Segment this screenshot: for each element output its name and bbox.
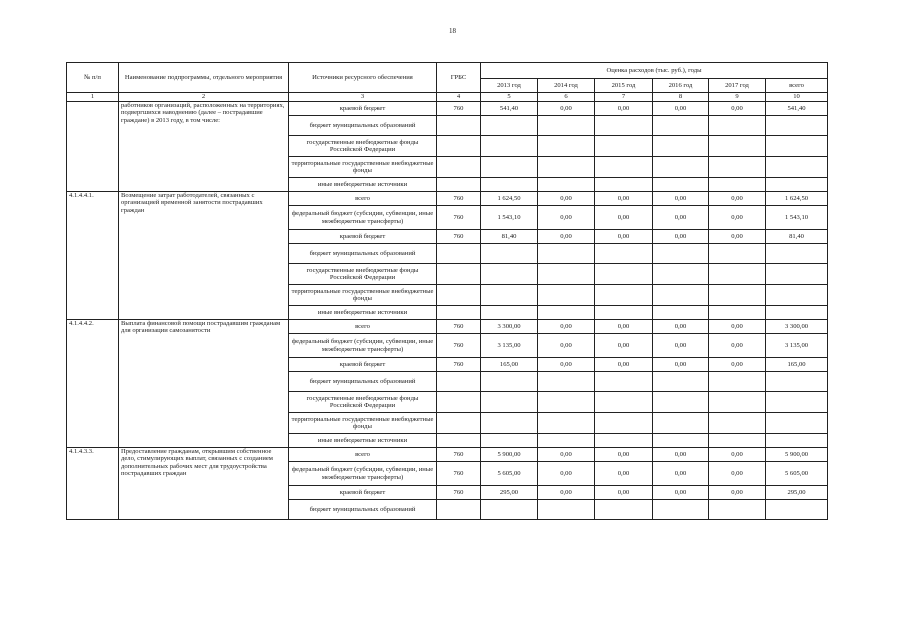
funding-source: бюджет муниципальных образований — [289, 116, 437, 136]
grbs-code: 760 — [437, 334, 481, 358]
header-year: 2014 год — [538, 79, 595, 93]
year-value — [595, 157, 653, 178]
year-value — [709, 306, 766, 320]
year-value: 0,00 — [538, 334, 595, 358]
header-year: 2016 год — [653, 79, 709, 93]
total-value: 295,00 — [766, 486, 828, 500]
year-value — [709, 500, 766, 520]
grbs-code — [437, 178, 481, 192]
year-value — [481, 392, 538, 413]
header-column-number: 4 — [437, 93, 481, 102]
activity-code — [67, 102, 119, 192]
year-value: 3 300,00 — [481, 320, 538, 334]
total-value — [766, 372, 828, 392]
year-value: 0,00 — [538, 230, 595, 244]
year-value: 0,00 — [653, 462, 709, 486]
grbs-code: 760 — [437, 448, 481, 462]
year-value — [709, 157, 766, 178]
year-value — [538, 264, 595, 285]
funding-source: бюджет муниципальных образований — [289, 244, 437, 264]
year-value — [653, 392, 709, 413]
year-value — [709, 178, 766, 192]
year-value — [538, 413, 595, 434]
year-value: 5 900,00 — [481, 448, 538, 462]
year-value: 0,00 — [653, 358, 709, 372]
year-value: 0,00 — [709, 102, 766, 116]
grbs-code — [437, 434, 481, 448]
year-value: 0,00 — [709, 334, 766, 358]
year-value — [653, 372, 709, 392]
year-value: 0,00 — [653, 206, 709, 230]
year-value — [653, 434, 709, 448]
year-value: 0,00 — [538, 462, 595, 486]
header-estimate: Оценка расходов (тыс. руб.), годы — [481, 63, 828, 79]
year-value — [595, 372, 653, 392]
header-column-number: 2 — [119, 93, 289, 102]
year-value: 81,40 — [481, 230, 538, 244]
year-value — [709, 372, 766, 392]
funding-source: территориальные государственные внебюджетные фонды — [289, 285, 437, 306]
total-value — [766, 306, 828, 320]
grbs-code: 760 — [437, 320, 481, 334]
total-value — [766, 116, 828, 136]
total-value — [766, 244, 828, 264]
funding-source: всего — [289, 448, 437, 462]
year-value: 0,00 — [538, 102, 595, 116]
year-value — [538, 244, 595, 264]
year-value: 0,00 — [653, 320, 709, 334]
grbs-code: 760 — [437, 206, 481, 230]
grbs-code: 760 — [437, 230, 481, 244]
funding-source: государственные внебюджетные фонды Российской Федерации — [289, 392, 437, 413]
funding-source: иные внебюджетные источники — [289, 434, 437, 448]
funding-source: государственные внебюджетные фонды Российской Федерации — [289, 264, 437, 285]
year-value — [653, 116, 709, 136]
funding-source: территориальные государственные внебюджетные фонды — [289, 157, 437, 178]
total-value — [766, 413, 828, 434]
budget-table — [66, 62, 828, 520]
table-row — [67, 320, 828, 334]
year-value — [653, 413, 709, 434]
grbs-code — [437, 372, 481, 392]
funding-source: краевой бюджет — [289, 102, 437, 116]
year-value — [653, 157, 709, 178]
year-value: 0,00 — [538, 206, 595, 230]
year-value: 0,00 — [595, 320, 653, 334]
year-value — [538, 306, 595, 320]
grbs-code: 760 — [437, 358, 481, 372]
year-value — [595, 306, 653, 320]
header-year: 2015 год — [595, 79, 653, 93]
year-value: 0,00 — [653, 486, 709, 500]
year-value — [709, 392, 766, 413]
year-value — [595, 413, 653, 434]
year-value: 0,00 — [538, 320, 595, 334]
year-value — [481, 116, 538, 136]
year-value — [538, 372, 595, 392]
year-value: 165,00 — [481, 358, 538, 372]
funding-source: иные внебюджетные источники — [289, 306, 437, 320]
year-value — [653, 244, 709, 264]
year-value: 0,00 — [538, 192, 595, 206]
year-value: 0,00 — [709, 206, 766, 230]
year-value — [595, 500, 653, 520]
year-value — [595, 392, 653, 413]
funding-source: территориальные государственные внебюджетные фонды — [289, 413, 437, 434]
year-value: 0,00 — [653, 102, 709, 116]
page-number: 18 — [449, 27, 456, 35]
year-value — [481, 372, 538, 392]
grbs-code — [437, 244, 481, 264]
year-value — [709, 285, 766, 306]
year-value — [595, 116, 653, 136]
year-value: 0,00 — [709, 358, 766, 372]
funding-source: федеральный бюджет (субсидии, субвенции, иные межбюджетные трансферты) — [289, 334, 437, 358]
header-column-number: 6 — [538, 93, 595, 102]
header-name: Наименование подпрограммы, отдельного мероприятия — [119, 63, 289, 93]
year-value: 0,00 — [538, 448, 595, 462]
year-value: 1 624,50 — [481, 192, 538, 206]
year-value — [481, 157, 538, 178]
year-value: 3 135,00 — [481, 334, 538, 358]
year-value — [481, 264, 538, 285]
year-value: 0,00 — [595, 206, 653, 230]
year-value — [538, 285, 595, 306]
year-value: 0,00 — [538, 486, 595, 500]
year-value: 0,00 — [595, 358, 653, 372]
table-row — [67, 192, 828, 206]
year-value — [538, 157, 595, 178]
year-value: 0,00 — [709, 192, 766, 206]
header-year: 2017 год — [709, 79, 766, 93]
year-value: 0,00 — [595, 102, 653, 116]
activity-name: Возмещение затрат работодателей, связанных с организацией временной занятости пострадавших граждан — [119, 192, 289, 320]
total-value: 165,00 — [766, 358, 828, 372]
total-value — [766, 392, 828, 413]
funding-source: краевой бюджет — [289, 358, 437, 372]
total-value — [766, 178, 828, 192]
funding-source: федеральный бюджет (субсидии, субвенции, иные межбюджетные трансферты) — [289, 462, 437, 486]
year-value — [709, 413, 766, 434]
year-value: 0,00 — [595, 462, 653, 486]
year-value: 0,00 — [653, 334, 709, 358]
year-value — [653, 136, 709, 157]
year-value: 0,00 — [709, 486, 766, 500]
funding-source: бюджет муниципальных образований — [289, 500, 437, 520]
funding-source: бюджет муниципальных образований — [289, 372, 437, 392]
year-value: 0,00 — [595, 486, 653, 500]
year-value: 0,00 — [709, 448, 766, 462]
header-column-number: 5 — [481, 93, 538, 102]
header-column-number: 9 — [709, 93, 766, 102]
activity-name: Выплата финансовой помощи пострадавшим гражданам для организации самозанятости — [119, 320, 289, 448]
funding-source: краевой бюджет — [289, 486, 437, 500]
grbs-code — [437, 264, 481, 285]
year-value — [709, 264, 766, 285]
year-value — [653, 264, 709, 285]
header-sources: Источники ресурсного обеспечения — [289, 63, 437, 93]
activity-name: Предоставление гражданам, открывшим собственное дело, стимулирующих выплат, связанных с созданием дополнительных рабочих мест для трудоустройства пострадавших граждан — [119, 448, 289, 520]
year-value — [653, 178, 709, 192]
grbs-code — [437, 136, 481, 157]
total-value: 541,40 — [766, 102, 828, 116]
year-value — [538, 178, 595, 192]
grbs-code — [437, 285, 481, 306]
year-value — [653, 500, 709, 520]
grbs-code: 760 — [437, 486, 481, 500]
table-row — [67, 102, 828, 116]
header-column-number: 7 — [595, 93, 653, 102]
grbs-code: 760 — [437, 192, 481, 206]
total-value: 81,40 — [766, 230, 828, 244]
total-value: 3 300,00 — [766, 320, 828, 334]
grbs-code: 760 — [437, 462, 481, 486]
header-column-number: 10 — [766, 93, 828, 102]
total-value — [766, 264, 828, 285]
grbs-code: 760 — [437, 102, 481, 116]
year-value: 0,00 — [595, 230, 653, 244]
header-year: 2013 год — [481, 79, 538, 93]
year-value — [538, 136, 595, 157]
activity-name: работников организаций, расположенных на территориях, подвергшихся наводнению (далее – пострадавшие граждане) в 2013 году, в том числе: — [119, 102, 289, 192]
year-value: 0,00 — [709, 320, 766, 334]
year-value — [538, 500, 595, 520]
activity-code: 4.1.4.4.2. — [67, 320, 119, 448]
funding-source: всего — [289, 320, 437, 334]
total-value: 5 605,00 — [766, 462, 828, 486]
year-value: 5 605,00 — [481, 462, 538, 486]
year-value — [709, 136, 766, 157]
year-value — [595, 178, 653, 192]
total-value: 1 543,10 — [766, 206, 828, 230]
year-value: 541,40 — [481, 102, 538, 116]
year-value — [709, 244, 766, 264]
funding-source: федеральный бюджет (субсидии, субвенции, иные межбюджетные трансферты) — [289, 206, 437, 230]
year-value — [538, 392, 595, 413]
total-value: 1 624,50 — [766, 192, 828, 206]
year-value — [538, 116, 595, 136]
header-num: № п/п — [67, 63, 119, 93]
header-column-number: 8 — [653, 93, 709, 102]
year-value — [481, 285, 538, 306]
year-value — [595, 434, 653, 448]
year-value — [709, 116, 766, 136]
total-value — [766, 500, 828, 520]
funding-source: краевой бюджет — [289, 230, 437, 244]
grbs-code — [437, 500, 481, 520]
total-value — [766, 434, 828, 448]
header-column-number: 1 — [67, 93, 119, 102]
year-value — [595, 285, 653, 306]
year-value — [481, 434, 538, 448]
year-value: 0,00 — [709, 462, 766, 486]
grbs-code — [437, 157, 481, 178]
grbs-code — [437, 413, 481, 434]
total-value: 3 135,00 — [766, 334, 828, 358]
header-column-number: 3 — [289, 93, 437, 102]
year-value: 1 543,10 — [481, 206, 538, 230]
total-value — [766, 285, 828, 306]
year-value — [595, 136, 653, 157]
year-value: 0,00 — [709, 230, 766, 244]
grbs-code — [437, 392, 481, 413]
year-value — [653, 285, 709, 306]
year-value: 0,00 — [653, 448, 709, 462]
total-value — [766, 136, 828, 157]
grbs-code — [437, 306, 481, 320]
year-value: 0,00 — [595, 448, 653, 462]
year-value — [595, 244, 653, 264]
header-year: всего — [766, 79, 828, 93]
year-value — [481, 500, 538, 520]
year-value: 0,00 — [538, 358, 595, 372]
total-value: 5 900,00 — [766, 448, 828, 462]
year-value — [653, 306, 709, 320]
year-value — [709, 434, 766, 448]
grbs-code — [437, 116, 481, 136]
funding-source: иные внебюджетные источники — [289, 178, 437, 192]
year-value — [481, 306, 538, 320]
year-value — [481, 136, 538, 157]
table-row — [67, 448, 828, 462]
year-value: 0,00 — [653, 192, 709, 206]
year-value — [481, 178, 538, 192]
funding-source: всего — [289, 192, 437, 206]
total-value — [766, 157, 828, 178]
year-value: 0,00 — [653, 230, 709, 244]
header-grbs: ГРБС — [437, 63, 481, 93]
activity-code: 4.1.4.4.1. — [67, 192, 119, 320]
activity-code: 4.1.4.3.3. — [67, 448, 119, 520]
year-value — [481, 244, 538, 264]
year-value: 295,00 — [481, 486, 538, 500]
year-value: 0,00 — [595, 192, 653, 206]
year-value — [481, 413, 538, 434]
year-value — [538, 434, 595, 448]
year-value — [595, 264, 653, 285]
year-value: 0,00 — [595, 334, 653, 358]
funding-source: государственные внебюджетные фонды Российской Федерации — [289, 136, 437, 157]
